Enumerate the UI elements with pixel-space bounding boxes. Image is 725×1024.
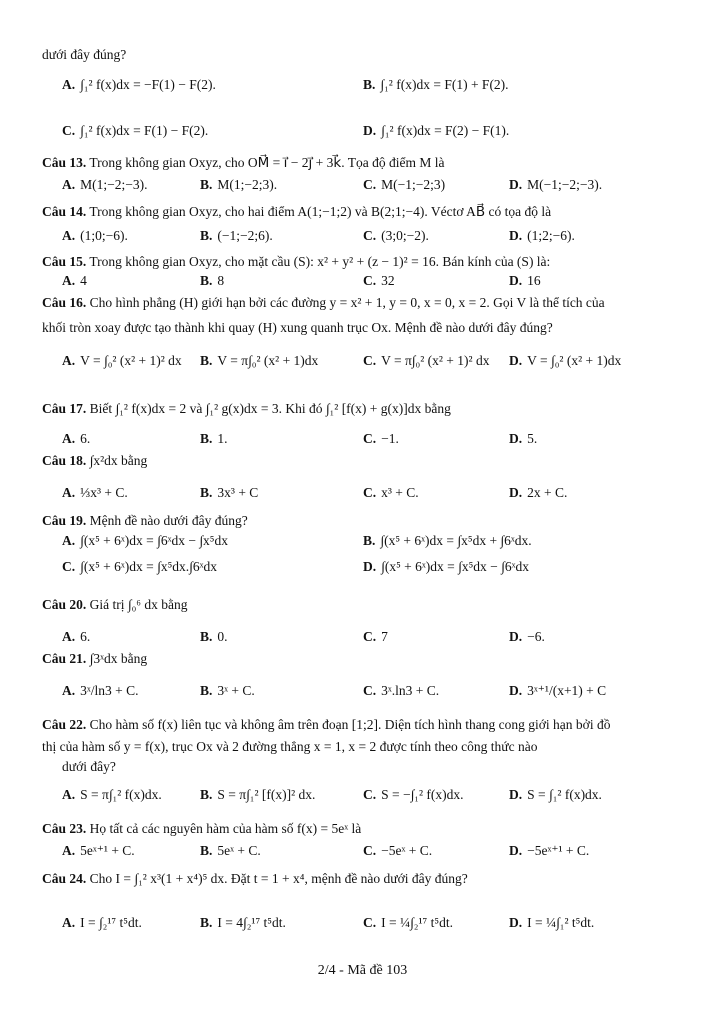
q24-option-c: C. I = ¼∫₂¹⁷ t⁵dt. (363, 915, 453, 930)
q18-option-a: A. ⅓x³ + C. (62, 485, 128, 500)
question-21: Câu 21. ∫3ˣdx bằng (42, 651, 148, 666)
q24-option-a: A. I = ∫₂¹⁷ t⁵dt. (62, 915, 142, 930)
q21-option-d: D. 3ˣ⁺¹/(x+1) + C (509, 683, 607, 698)
question-14: Câu 14. Trong không gian Oxyz, cho hai điểm A(1;−1;2) và B(2;1;−4). Véctơ AB⃗ có tọa độ là (42, 204, 552, 219)
question-18: Câu 18. ∫x²dx bằng (42, 453, 148, 468)
q19-option-b: B. ∫(x⁵ + 6ˣ)dx = ∫x⁵dx + ∫6ˣdx. (363, 533, 532, 548)
q13-option-b: B. M(1;−2;3). (200, 177, 278, 192)
q22-option-c: C. S = −∫₁² f(x)dx. (363, 787, 464, 802)
q16-option-d: D. V = ∫₀² (x² + 1)dx (509, 353, 622, 368)
q19-option-c: C. ∫(x⁵ + 6ˣ)dx = ∫x⁵dx.∫6ˣdx (62, 559, 218, 574)
q23-option-a: A. 5eˣ⁺¹ + C. (62, 843, 135, 858)
q13-option-d: D. M(−1;−2;−3). (509, 177, 603, 192)
question-24: Câu 24. Cho I = ∫₁² x³(1 + x⁴)⁵ dx. Đặt t = 1 + x⁴, mệnh đề nào dưới đây đúng? (42, 871, 468, 886)
q20-option-a: A. 6. (62, 629, 91, 644)
question-16: Câu 16. Cho hình phẳng (H) giới hạn bởi các đường y = x² + 1, y = 0, x = 0, x = 2. Gọi V là thể tích của (42, 295, 605, 310)
q17-option-a: A. 6. (62, 431, 91, 446)
question-15: Câu 15. Trong không gian Oxyz, cho mặt cầu (S): x² + y² + (z − 1)² = 16. Bán kính của (S) là: (42, 254, 551, 269)
q13-option-a: A. M(1;−2;−3). (62, 177, 148, 192)
q14-option-d: D. (1;2;−6). (509, 228, 575, 243)
q17-option-b: B. 1. (200, 431, 228, 446)
q16-option-b: B. V = π∫₀² (x² + 1)dx (200, 353, 319, 368)
q22-option-a: A. S = π∫₁² f(x)dx. (62, 787, 162, 802)
question-22-cont2: dưới đây? (62, 759, 116, 774)
q14-option-b: B. (−1;−2;6). (200, 228, 273, 243)
q15-option-c: C. 32 (363, 273, 395, 288)
question-22: Câu 22. Cho hàm số f(x) liên tục và không âm trên đoạn [1;2]. Diện tích hình thang cong giới hạn bởi đồ (42, 717, 611, 732)
question-23: Câu 23. Họ tất cả các nguyên hàm của hàm số f(x) = 5eˣ là (42, 821, 362, 836)
q12-option-d: D. ∫₁² f(x)dx = F(2) − F(1). (363, 123, 510, 138)
q15-option-a: A. 4 (62, 273, 87, 288)
question-17: Câu 17. Biết ∫₁² f(x)dx = 2 và ∫₁² g(x)dx = 3. Khi đó ∫₁² [f(x) + g(x)]dx bằng (42, 401, 451, 416)
lead-text: dưới đây đúng? (42, 47, 127, 62)
q18-option-d: D. 2x + C. (509, 485, 568, 500)
q23-option-c: C. −5eˣ + C. (363, 843, 433, 858)
question-19: Câu 19. Mệnh đề nào dưới đây đúng? (42, 513, 248, 528)
question-22-cont: thị của hàm số y = f(x), trục Ox và 2 đường thẳng x = 1, x = 2 được tính theo công thức nào (42, 739, 538, 754)
q23-option-b: B. 5eˣ + C. (200, 843, 261, 858)
q16-option-c: C. V = π∫₀² (x² + 1)² dx (363, 353, 490, 368)
q17-option-c: C. −1. (363, 431, 399, 446)
q20-option-d: D. −6. (509, 629, 545, 644)
q21-option-a: A. 3ˣ/ln3 + C. (62, 683, 139, 698)
q12-option-c: C. ∫₁² f(x)dx = F(1) − F(2). (62, 123, 209, 138)
q16-option-a: A. V = ∫₀² (x² + 1)² dx (62, 353, 182, 368)
q19-option-d: D. ∫(x⁵ + 6ˣ)dx = ∫x⁵dx − ∫6ˣdx (363, 559, 530, 574)
q22-option-d: D. S = ∫₁² f(x)dx. (509, 787, 602, 802)
q19-option-a: A. ∫(x⁵ + 6ˣ)dx = ∫6ˣdx − ∫x⁵dx (62, 533, 229, 548)
q15-option-d: D. 16 (509, 273, 541, 288)
question-16-cont: khối tròn xoay được tạo thành khi quay (H) xung quanh trục Ox. Mệnh đề nào dưới đây đúng? (42, 320, 553, 335)
q14-option-c: C. (3;0;−2). (363, 228, 429, 243)
q24-option-d: D. I = ¼∫₁² t⁵dt. (509, 915, 595, 930)
q20-option-c: C. 7 (363, 629, 388, 644)
question-13: Câu 13. Trong không gian Oxyz, cho OM⃗ = i⃗ − 2j⃗ + 3k⃗. Tọa độ điểm M là (42, 155, 445, 170)
q22-option-b: B. S = π∫₁² [f(x)]² dx. (200, 787, 316, 802)
q18-option-c: C. x³ + C. (363, 485, 419, 500)
q15-option-b: B. 8 (200, 273, 225, 288)
q21-option-b: B. 3ˣ + C. (200, 683, 255, 698)
q20-option-b: B. 0. (200, 629, 228, 644)
q12-option-a: A. ∫₁² f(x)dx = −F(1) − F(2). (62, 77, 216, 92)
page-footer: 2/4 - Mã đề 103 (317, 963, 408, 978)
q21-option-c: C. 3ˣ.ln3 + C. (363, 683, 440, 698)
q23-option-d: D. −5eˣ⁺¹ + C. (509, 843, 590, 858)
q17-option-d: D. 5. (509, 431, 538, 446)
q24-option-b: B. I = 4∫₂¹⁷ t⁵dt. (200, 915, 286, 930)
q18-option-b: B. 3x³ + C (200, 485, 259, 500)
q12-option-b: B. ∫₁² f(x)dx = F(1) + F(2). (363, 77, 509, 92)
q13-option-c: C. M(−1;−2;3) (363, 177, 446, 192)
q14-option-a: A. (1;0;−6). (62, 228, 128, 243)
question-20: Câu 20. Giá trị ∫₀⁶ dx bằng (42, 597, 188, 612)
